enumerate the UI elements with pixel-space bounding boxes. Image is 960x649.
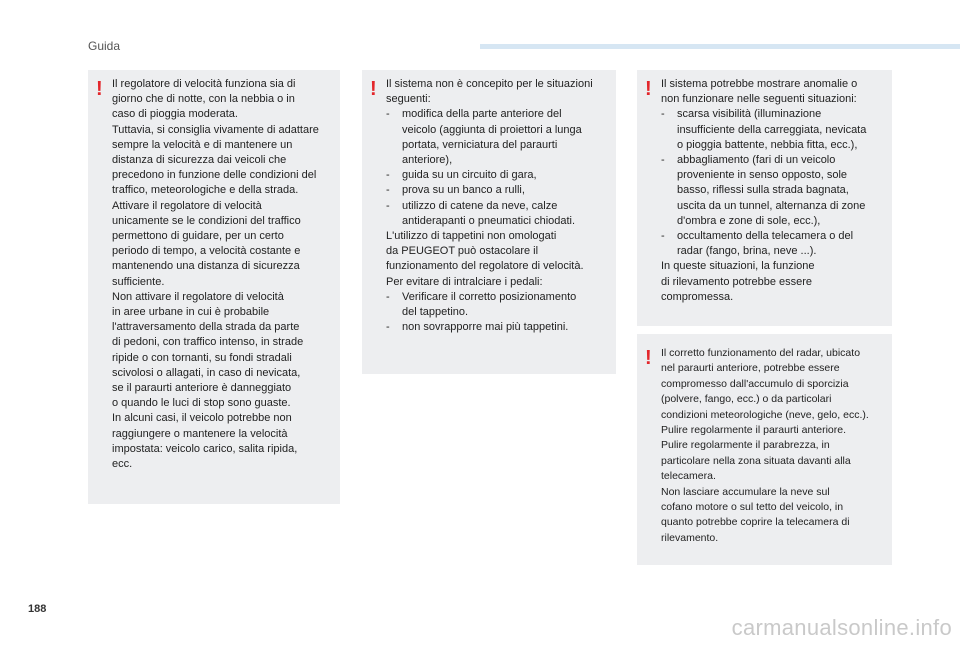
warning-box-system-limits <box>362 70 616 374</box>
list-dash: - <box>386 199 390 212</box>
text-line: Il regolatore di velocità funziona sia di <box>112 78 296 90</box>
warning-box-anomalies <box>637 70 892 326</box>
text-line: L'utilizzo di tappetini non omologati <box>386 230 557 243</box>
list-item <box>386 107 608 168</box>
text-line: caso di pioggia moderata. <box>112 108 238 121</box>
box-text <box>386 77 608 335</box>
warning-icon: ! <box>645 78 652 100</box>
list-item-line: anteriore), <box>402 154 453 167</box>
list-item-line: uscita da un tunnel, alternanza di zone <box>677 199 866 212</box>
text-line: telecamera. <box>661 470 716 483</box>
list-item <box>386 320 608 335</box>
text-line: distanza di sicurezza dai veicoli che <box>112 154 287 167</box>
list-dash: - <box>661 230 665 243</box>
text-line: Pulire regolarmente il paraurti anteriore. <box>661 424 847 437</box>
text-line: nel paraurti anteriore, potrebbe essere <box>661 362 840 375</box>
text-line: Tuttavia, si consiglia vivamente di adattare <box>112 123 319 136</box>
text-line: quanto potrebbe coprire la telecamera di <box>661 516 850 529</box>
list-item-line: guida su un circuito di gara, <box>402 169 537 182</box>
list-item <box>661 107 884 153</box>
list-item-line: antiderapanti o pneumatici chiodati. <box>402 214 576 227</box>
text-line: condizioni meteorologiche (neve, gelo, ecc.). <box>661 408 869 421</box>
text-line: sufficiente. <box>112 275 165 288</box>
list-item-line: veicolo (aggiunta di proiettori a lunga <box>402 123 582 136</box>
text-line: Attivare il regolatore di velocità <box>112 199 262 212</box>
list-dash: - <box>386 321 390 334</box>
section-title: Guida <box>88 39 121 53</box>
list-dash: - <box>386 290 390 303</box>
text-line: mantenendo una distanza di sicurezza <box>112 260 300 273</box>
list-item-line: insufficiente della carreggiata, nevicata <box>677 123 867 136</box>
text-line: o quando le luci di stop sono guaste. <box>112 397 291 410</box>
list-item-line: d'ombra e zone di sole, ecc.), <box>677 214 821 227</box>
text-line: compromesso dall'accumulo di sporcizia <box>661 377 849 390</box>
watermark: carmanualsonline.info <box>731 615 952 640</box>
list-item-line: del tappetino. <box>402 306 469 319</box>
text-line: periodo di tempo, a velocità costante e <box>112 245 301 258</box>
warning-icon: ! <box>96 78 103 100</box>
list-item <box>386 183 608 198</box>
list-item <box>661 229 884 259</box>
text-line: Non lasciare accumulare la neve sul <box>661 485 830 498</box>
list-dash: - <box>386 184 390 197</box>
list-item-line: abbagliamento (fari di un veicolo <box>677 154 836 167</box>
box-text <box>661 346 884 546</box>
text-line: permettono di guidare, per un certo <box>112 230 284 243</box>
text-line: funzionamento del regolatore di velocità. <box>386 260 584 273</box>
list-item-line: Verificare il corretto posizionamento <box>402 290 577 303</box>
list-item-line: occultamento della telecamera o del <box>677 230 854 243</box>
text-line: unicamente se le condizioni del traffico <box>112 214 301 227</box>
text-line: giorno che di notte, con la nebbia o in <box>112 93 295 106</box>
box-text <box>661 77 884 305</box>
text-line: impostata: veicolo carico, salita ripida, <box>112 442 298 455</box>
text-line: compromessa. <box>661 290 734 303</box>
text-line: di pedoni, con traffico intenso, in strade <box>112 336 304 349</box>
list-item <box>386 199 608 229</box>
list-item-line: prova su un banco a rulli, <box>402 184 525 197</box>
warning-box-radar-cleaning <box>637 334 892 565</box>
list-dash: - <box>661 108 665 121</box>
text-line: Pulire regolarmente il parabrezza, in <box>661 439 830 452</box>
list-item-line: o pioggia battente, nebbia fitta, ecc.), <box>677 138 858 151</box>
text-line: (polvere, fango, ecc.) o da particolari <box>661 393 832 406</box>
box-text <box>112 77 332 472</box>
list-item-line: non sovrapporre mai più tappetini. <box>402 321 569 334</box>
header-bar <box>480 44 960 49</box>
text-line: ecc. <box>112 458 133 471</box>
list-item-line: basso, riflessi sulla strada bagnata, <box>677 184 849 197</box>
text-line: rilevamento. <box>661 531 719 544</box>
list-dash: - <box>661 154 665 167</box>
text-line: di rilevamento potrebbe essere <box>661 275 813 288</box>
list-item-line: scarsa visibilità (illuminazione <box>677 108 822 121</box>
list-item <box>386 168 608 183</box>
text-line: Il sistema non è concepito per le situazioni <box>386 78 593 90</box>
text-line: non funzionare nelle seguenti situazioni: <box>661 93 857 106</box>
page-number: 188 <box>28 603 47 615</box>
list-item <box>661 153 884 229</box>
list-dash: - <box>386 169 390 182</box>
text-line: In queste situazioni, la funzione <box>661 260 815 273</box>
text-line: da PEUGEOT può ostacolare il <box>386 245 539 258</box>
text-line: se il paraurti anteriore è danneggiato <box>112 382 292 395</box>
list-item-line: modifica della parte anteriore del <box>402 108 562 121</box>
list-item-line: radar (fango, brina, neve ...). <box>677 245 817 258</box>
text-line: seguenti: <box>386 93 431 106</box>
list-item-line: portata, verniciatura del paraurti <box>402 138 558 151</box>
list-item-line: proveniente in senso opposto, sole <box>677 169 848 182</box>
text-line: raggiungere o mantenere la velocità <box>112 427 288 440</box>
list-item-line: utilizzo di catene da neve, calze <box>402 199 558 212</box>
text-line: In alcuni casi, il veicolo potrebbe non <box>112 412 292 425</box>
text-line: Non attivare il regolatore di velocità <box>112 290 284 303</box>
text-line: precedono in funzione delle condizioni del <box>112 169 317 182</box>
warning-icon: ! <box>370 78 377 100</box>
list-dash: - <box>386 108 390 121</box>
text-line: l'attraversamento della strada da parte <box>112 321 300 334</box>
text-line: ripide o con tornanti, su fondi stradali <box>112 351 292 364</box>
text-line: particolare nella zona situata davanti alla <box>661 454 851 467</box>
text-line: Il sistema potrebbe mostrare anomalie o <box>661 78 858 90</box>
text-line: cofano motore o sul tetto del veicolo, in <box>661 501 844 514</box>
text-line: traffico, meteorologiche e della strada. <box>112 184 299 197</box>
warning-box-speed-regulator <box>88 70 340 504</box>
text-line: sempre la velocità e di mantenere un <box>112 138 293 151</box>
text-line: Per evitare di intralciare i pedali: <box>386 275 543 288</box>
text-line: scivolosi o allagati, in caso di nevicata, <box>112 366 301 379</box>
list-item <box>386 290 608 320</box>
text-line: in aree urbane in cui è probabile <box>112 306 270 319</box>
text-line: Il corretto funzionamento del radar, ubicato <box>661 347 861 359</box>
warning-icon: ! <box>645 347 652 369</box>
